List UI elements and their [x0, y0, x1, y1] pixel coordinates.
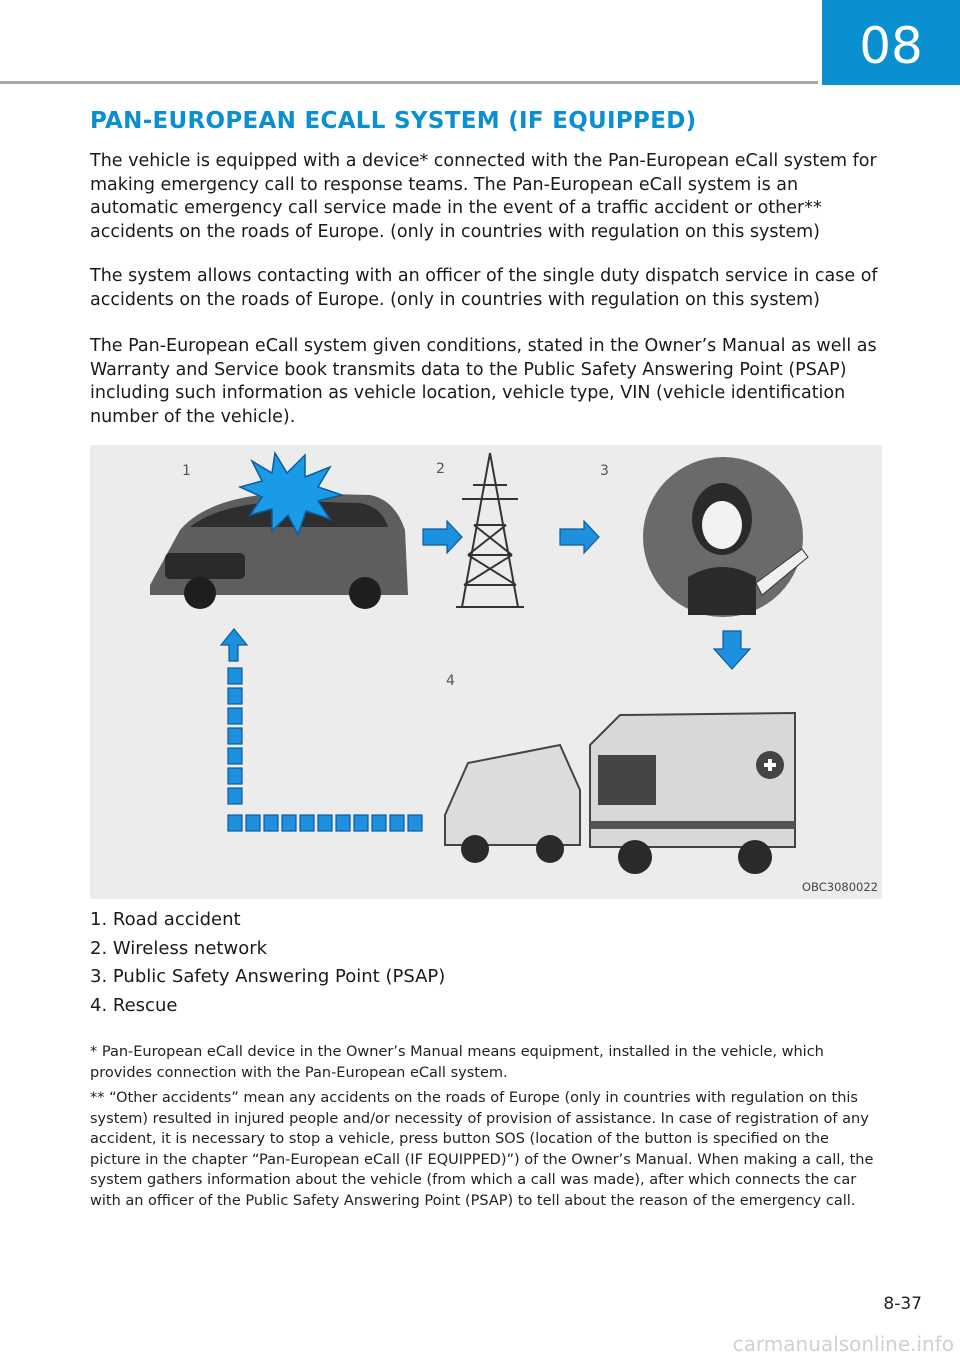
callout-1: 1: [182, 463, 191, 479]
legend-item: 4. Rescue: [90, 994, 178, 1016]
legend-item: 2. Wireless network: [90, 937, 268, 959]
paragraph-3: The Pan-European eCall system given conditions, stated in the Owner’s Manual as well as Warranty and Service book transmits data to the Public Safety Answering Point (PSAP) including such information as vehicle location, vehicle type, VIN (vehicle identification number of the vehicle).: [90, 336, 877, 427]
arrow-down-icon: [714, 631, 750, 669]
arrow-right-icon: [560, 521, 599, 553]
callout-3: 3: [600, 463, 609, 479]
paragraph-1: The vehicle is equipped with a device* connected with the Pan-European eCall system for making emergency call to response teams. The Pan-European eCall system is an automatic emergency call service made in the event of a traffic accident or other** accidents on the roads of Europe. (only in countries with regulation on this system): [90, 151, 877, 242]
ecall-illustration: [90, 445, 882, 899]
footnote-2: ** “Other accidents” mean any accidents on the roads of Europe (only in countries with regulation on this system) resulted in injured people and/or necessity of provision of assistance. In case of registration of any accident, it is necessary to stop a vehicle, press button SOS (location of the button is specified on the picture in the chapter “Pan-European eCall (IF EQUIPPED)”) of the Owner’s Manual. When making a call, the system gathers information about the vehicle (from which a call was made), after which connects the car with an officer of the Public Safety Answering Point (PSAP) to tell about the reason of the emergency call.: [90, 1090, 874, 1209]
figure-code: OBC3080022: [802, 880, 878, 894]
figure-legend: [90, 906, 445, 1020]
legend-item: 3. Public Safety Answering Point (PSAP): [90, 966, 446, 987]
section-title: PAN-EUROPEAN ECALL SYSTEM (IF EQUIPPED): [90, 108, 697, 134]
rescue-route-path: [221, 629, 422, 831]
transmission-tower-icon: [456, 453, 524, 607]
header-rule: [0, 81, 818, 84]
ambulance-image: [445, 713, 795, 874]
chapter-tab: 08: [822, 0, 960, 85]
watermark: carmanualsonline.info: [732, 1332, 954, 1356]
ecall-diagram: [90, 445, 882, 899]
arrow-right-icon: [423, 521, 462, 553]
footnote-1: * Pan-European eCall device in the Owner’s Manual means equipment, installed in the vehicle, which provides connection with the Pan-European eCall system.: [90, 1044, 824, 1081]
legend-item: 1. Road accident: [90, 909, 241, 930]
callout-4: 4: [446, 673, 455, 689]
callout-2: 2: [436, 461, 445, 477]
page-number: 8-37: [883, 1294, 922, 1314]
psap-operator-image: [643, 457, 808, 617]
paragraph-2: The system allows contacting with an officer of the single duty dispatch service in case of accidents on the roads of Europe. (only in countries with regulation on this system): [90, 266, 878, 310]
